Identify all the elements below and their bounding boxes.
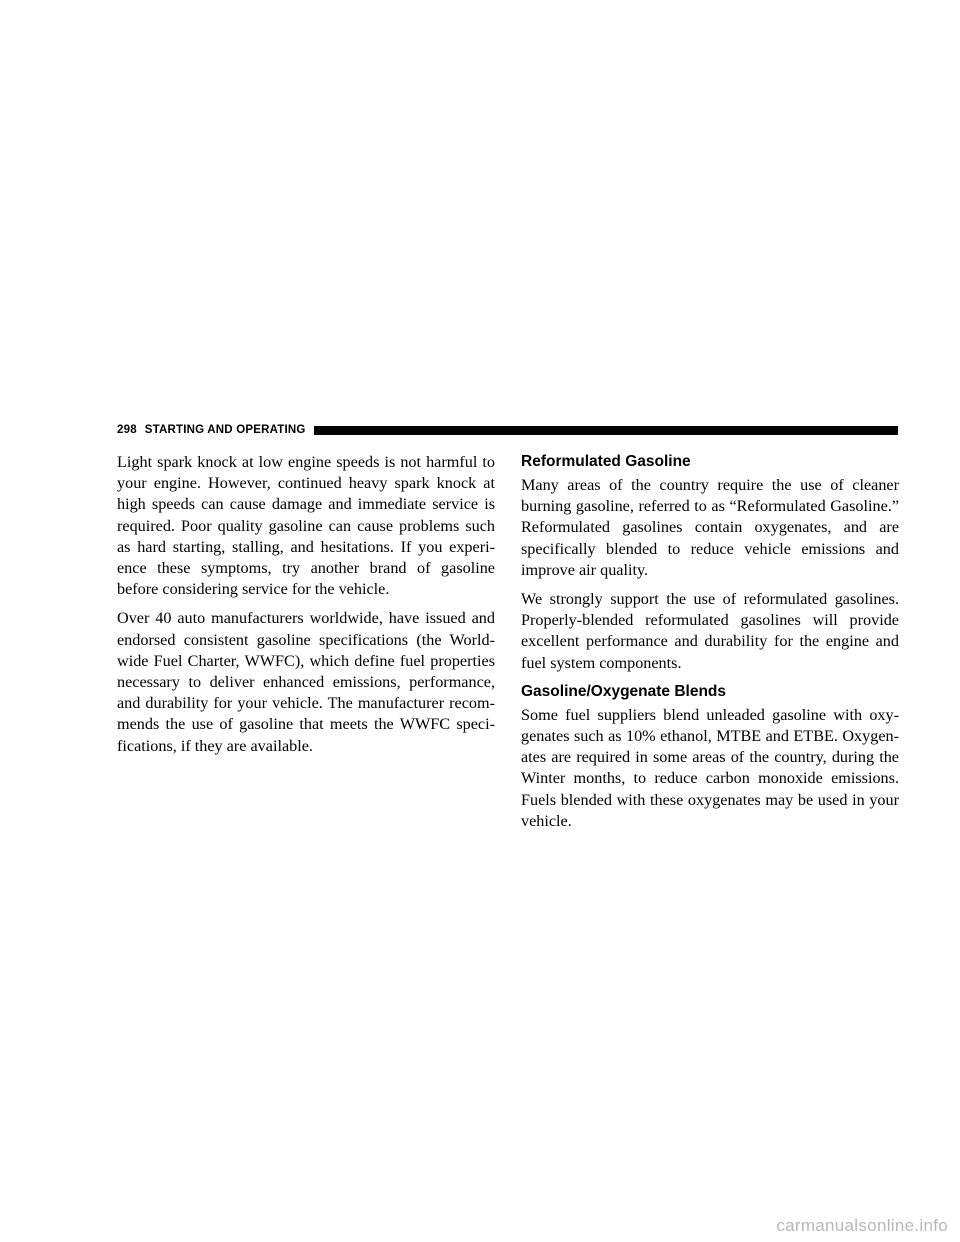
paragraph-spark-knock: Light spark knock at low engine speeds is not harmful to your engine. However, continued heavy spark knock at high speeds can cause damage and immediate service is required. Poor quality gasoline can cause problems such as hard starting, stalling, and hesitations. If you experience these symptoms, try another brand of gasoline before considering service for the vehicle. bbox=[117, 453, 495, 599]
paragraph-oxygenate: Some fuel suppliers blend unleaded gasoline with oxygenates such as 10% ethanol, MTBE and ETBE. Oxygenates are required in some areas of the country, during the Winter months, to reduce carbon monoxide emissions. Fuels blended with these oxygenates may be used in your vehicle. bbox=[521, 705, 899, 830]
watermark-link[interactable]: carmanualsonline.info bbox=[776, 1216, 948, 1235]
page-header bbox=[117, 423, 898, 437]
section-title: STARTING AND OPERATING bbox=[144, 424, 306, 436]
paragraph-reformulated-2: We strongly support the use of reformulated gasolines. Properly-blended reformulated gasolines will provide excellent performance and durability for the engine and fuel system components. bbox=[521, 590, 899, 672]
paragraph-wwfc: Over 40 auto manufacturers worldwide, have issued and endorsed consistent gasoline specifications (the Worldwide Fuel Charter, WWFC), which define fuel properties necessary to deliver enhanced emissions, performance, and durability for your vehicle. The manufacturer recommends the use of gasoline that meets the WWFC specifications, if they are available. bbox=[117, 609, 495, 755]
page-number: 298 bbox=[117, 424, 137, 436]
left-column bbox=[117, 452, 495, 765]
header-rule bbox=[314, 426, 898, 435]
heading-oxygenate-blends: Gasoline/Oxygenate Blends bbox=[521, 682, 727, 700]
heading-reformulated-gasoline: Reformulated Gasoline bbox=[521, 453, 691, 470]
paragraph-reformulated-1: Many areas of the country require the use of cleaner burning gasoline, referred to as “Reformulated Gasoline.” Reformulated gasolines contain oxygenates, and are specifically blended to reduce vehicle emissions and improve air quality. bbox=[521, 476, 899, 579]
right-column bbox=[521, 452, 899, 840]
